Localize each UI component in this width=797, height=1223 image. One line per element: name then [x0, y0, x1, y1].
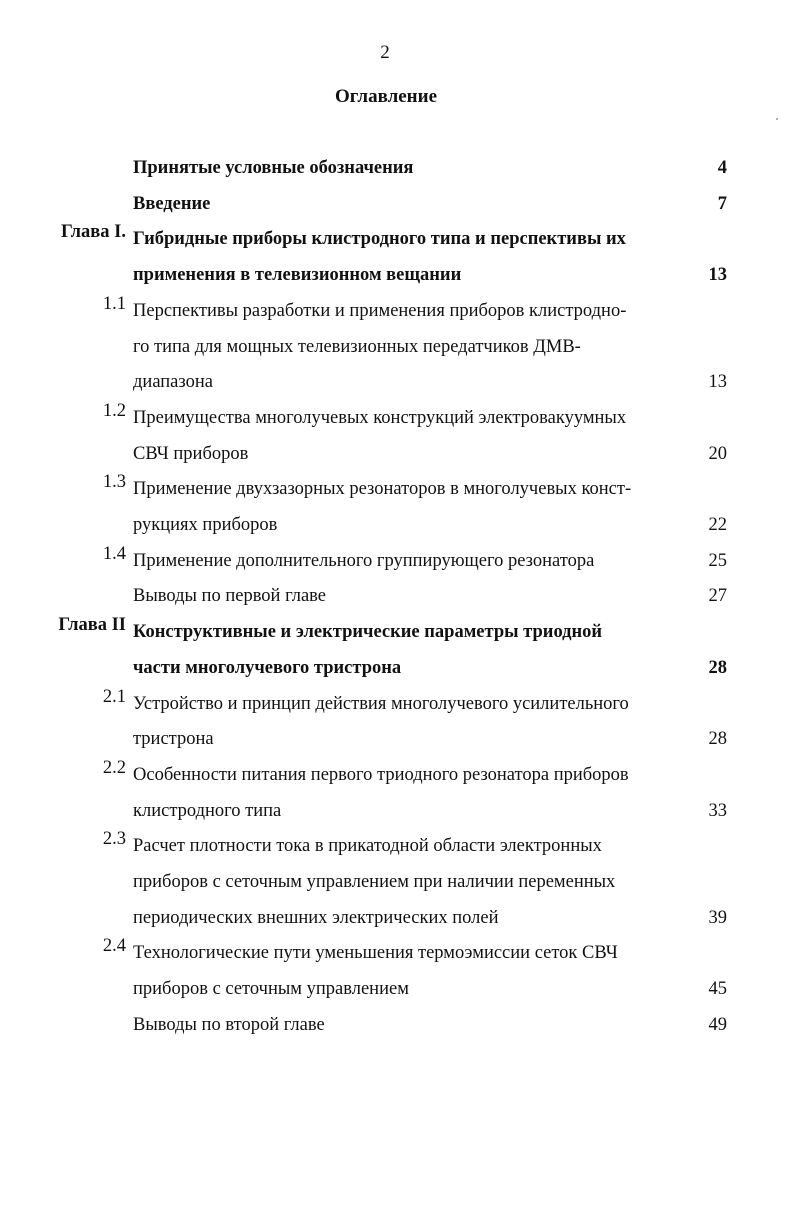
entry-page: 13	[708, 265, 727, 286]
entry-title: Выводы по второй главе	[133, 1014, 325, 1035]
toc-title: Оглавление	[334, 86, 438, 107]
entry-title: Перспективы разработки и применения приборов клистродно- го типа для мощных телевизионных передатчиков ДМВ- диапазона	[133, 300, 627, 393]
entry-label: 2.3	[102, 829, 126, 850]
entry-label: Глава II	[58, 615, 126, 636]
toc-entry-chapter-2	[0, 615, 797, 686]
entry-label: 2.4	[102, 936, 126, 957]
entry-title: Выводы по первой главе	[133, 586, 327, 607]
entry-title: Гибридные приборы клистродного типа и перспективы их применения в телевизионном вещании	[133, 229, 626, 286]
entry-page: 4	[717, 158, 727, 178]
entry-title: Конструктивные и электрические параметры триодной части многолучевого тристрона	[133, 622, 603, 678]
entry-title: Устройство и принцип действия многолучевого усилительного тристрона	[133, 693, 629, 750]
entry-title: Принятые условные обозначения	[133, 158, 414, 178]
entry-label: 1.2	[102, 400, 126, 421]
toc-entry-2-1	[0, 687, 797, 758]
entry-page: 13	[708, 372, 727, 393]
toc-entry-1-1	[0, 294, 797, 401]
entry-page: 27	[708, 586, 727, 607]
entry-title: Технологические пути уменьшения термоэмиссии сеток СВЧ приборов с сеточным управлением	[133, 943, 618, 1000]
toc-entry-chapter-1	[0, 222, 797, 293]
scan-speck	[776, 118, 778, 120]
entry-page: 33	[708, 800, 727, 821]
toc-entry-chapter-1-conclusions	[0, 579, 797, 615]
entry-label: 1.3	[102, 472, 126, 493]
toc-entry-introduction	[0, 187, 797, 223]
entry-page: 25	[708, 550, 727, 571]
entry-label: 2.1	[102, 686, 126, 707]
toc-entry-1-3	[0, 472, 797, 543]
toc-entry-2-2	[0, 758, 797, 829]
entry-page: 20	[708, 443, 727, 464]
toc-entry-2-3	[0, 829, 797, 936]
entry-page: 7	[717, 193, 727, 214]
toc-entry-1-4	[0, 544, 797, 580]
entry-page: 39	[708, 907, 727, 928]
entry-page: 49	[708, 1014, 727, 1035]
entry-title: Введение	[133, 193, 211, 214]
entry-title: Применение дополнительного группирующего резонатора	[133, 550, 595, 571]
entry-label: 1.1	[102, 293, 126, 314]
table-of-contents	[0, 151, 797, 1044]
toc-entry-chapter-2-conclusions	[0, 1008, 797, 1044]
toc-entry-2-4	[0, 936, 797, 1007]
entry-title: Применение двухзазорных резонаторов в многолучевых конст- рукциях приборов	[133, 479, 632, 536]
entry-page: 45	[708, 979, 727, 1000]
entry-label: Глава I.	[60, 222, 126, 243]
toc-entry-1-2	[0, 401, 797, 472]
entry-label: 1.4	[102, 543, 126, 564]
entry-title: Расчет плотности тока в прикатодной области электронных приборов с сеточным управлением при наличии переменных периодических внешних электрических полей	[133, 836, 616, 928]
entry-title: Преимущества многолучевых конструкций электровакуумных СВЧ приборов	[133, 407, 627, 464]
entry-page: 22	[708, 515, 727, 536]
entry-page: 28	[708, 657, 727, 678]
entry-title: Особенности питания первого триодного резонатора приборов клистродного типа	[133, 764, 629, 821]
page-number: 2	[380, 42, 390, 63]
entry-label: 2.2	[102, 757, 126, 778]
entry-page: 28	[708, 729, 727, 750]
toc-entry-notation	[0, 151, 797, 187]
